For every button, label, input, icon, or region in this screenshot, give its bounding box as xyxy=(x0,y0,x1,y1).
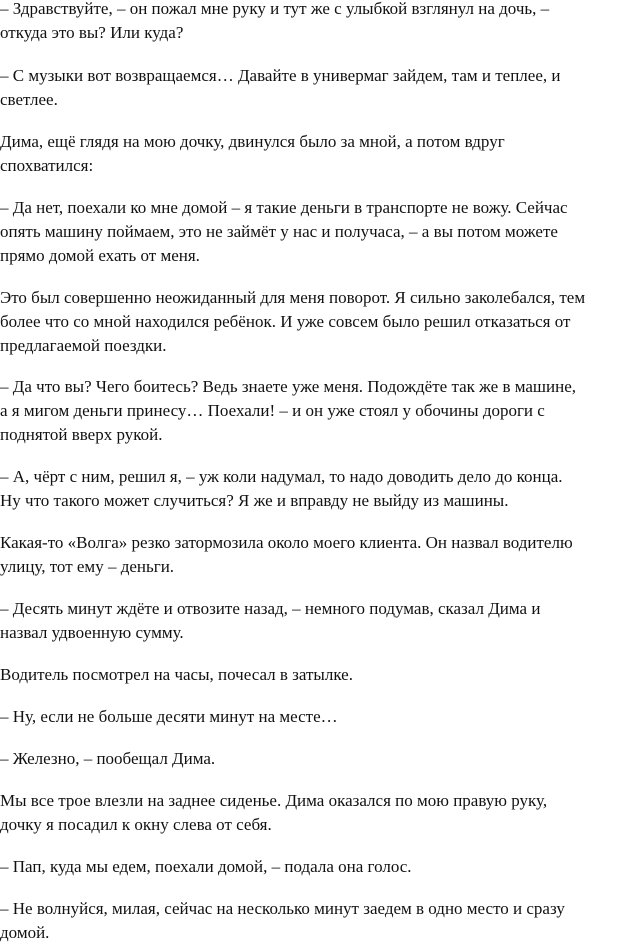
text-line: – С музыки вот возвращаемся… Давайте в универмаг зайдем, там и теплее, и xyxy=(0,66,561,85)
text-line: а я мигом деньги принесу… Поехали! – и он уже стоял у обочины дороги с xyxy=(0,401,545,420)
text-line: назвал удвоенную сумму. xyxy=(0,623,184,642)
text-line: – Да нет, поехали ко мне домой – я такие деньги в транспорте не вожу. Сейчас xyxy=(0,198,568,217)
text-line: Дима, ещё глядя на мою дочку, двинулся было за мной, а потом вдруг xyxy=(0,132,505,151)
text-line: прямо домой ехать от меня. xyxy=(0,246,200,265)
text-line: более что со мной находился ребёнок. И уже совсем было решил отказаться от xyxy=(0,312,571,331)
text-line: – Ну, если не больше десяти минут на месте… xyxy=(0,707,338,726)
text-line: светлее. xyxy=(0,90,58,109)
text-line: поднятой вверх рукой. xyxy=(0,425,163,444)
text-line: опять машину поймаем, это не займёт у нас и получаса, – а вы потом можете xyxy=(0,222,558,241)
text-line: домой. xyxy=(0,923,50,942)
text-line: – А, чёрт с ним, решил я, – уж коли надумал, то надо доводить дело до конца. xyxy=(0,467,563,486)
text-line: – Здравствуйте, – он пожал мне руку и тут же с улыбкой взглянул на дочь, – xyxy=(0,0,550,18)
text-line: спохватился: xyxy=(0,156,94,175)
text-line: предлагаемой поездки. xyxy=(0,336,167,355)
text-line: – Железно, – пообещал Дима. xyxy=(0,749,216,768)
text-line: Водитель посмотрел на часы, почесал в затылке. xyxy=(0,665,353,684)
text-line: – Пап, куда мы едем, поехали домой, – подала она голос. xyxy=(0,857,412,876)
text-line: улицу, тот ему – деньги. xyxy=(0,557,175,576)
text-line: – Десять минут ждёте и отвозите назад, – немного подумав, сказал Дима и xyxy=(0,599,541,618)
text-line: Какая-то «Волга» резко затормозила около моего клиента. Он назвал водителю xyxy=(0,533,573,552)
text-line: откуда это вы? Или куда? xyxy=(0,23,184,42)
text-line: – Да что вы? Чего боитесь? Ведь знаете уже меня. Подождёте так же в машине, xyxy=(0,377,577,396)
text-line: Ну что такого может случиться? Я же и вправду не выйду из машины. xyxy=(0,491,509,510)
text-line: – Не волнуйся, милая, сейчас на несколько минут заедем в одно место и сразу xyxy=(0,899,565,918)
text-line: Это был совершенно неожиданный для меня поворот. Я сильно заколебался, тем xyxy=(0,288,586,307)
text-line: дочку я посадил к окну слева от себя. xyxy=(0,815,272,834)
text-line: Мы все трое влезли на заднее сиденье. Дима оказался по мою правую руку, xyxy=(0,791,548,810)
